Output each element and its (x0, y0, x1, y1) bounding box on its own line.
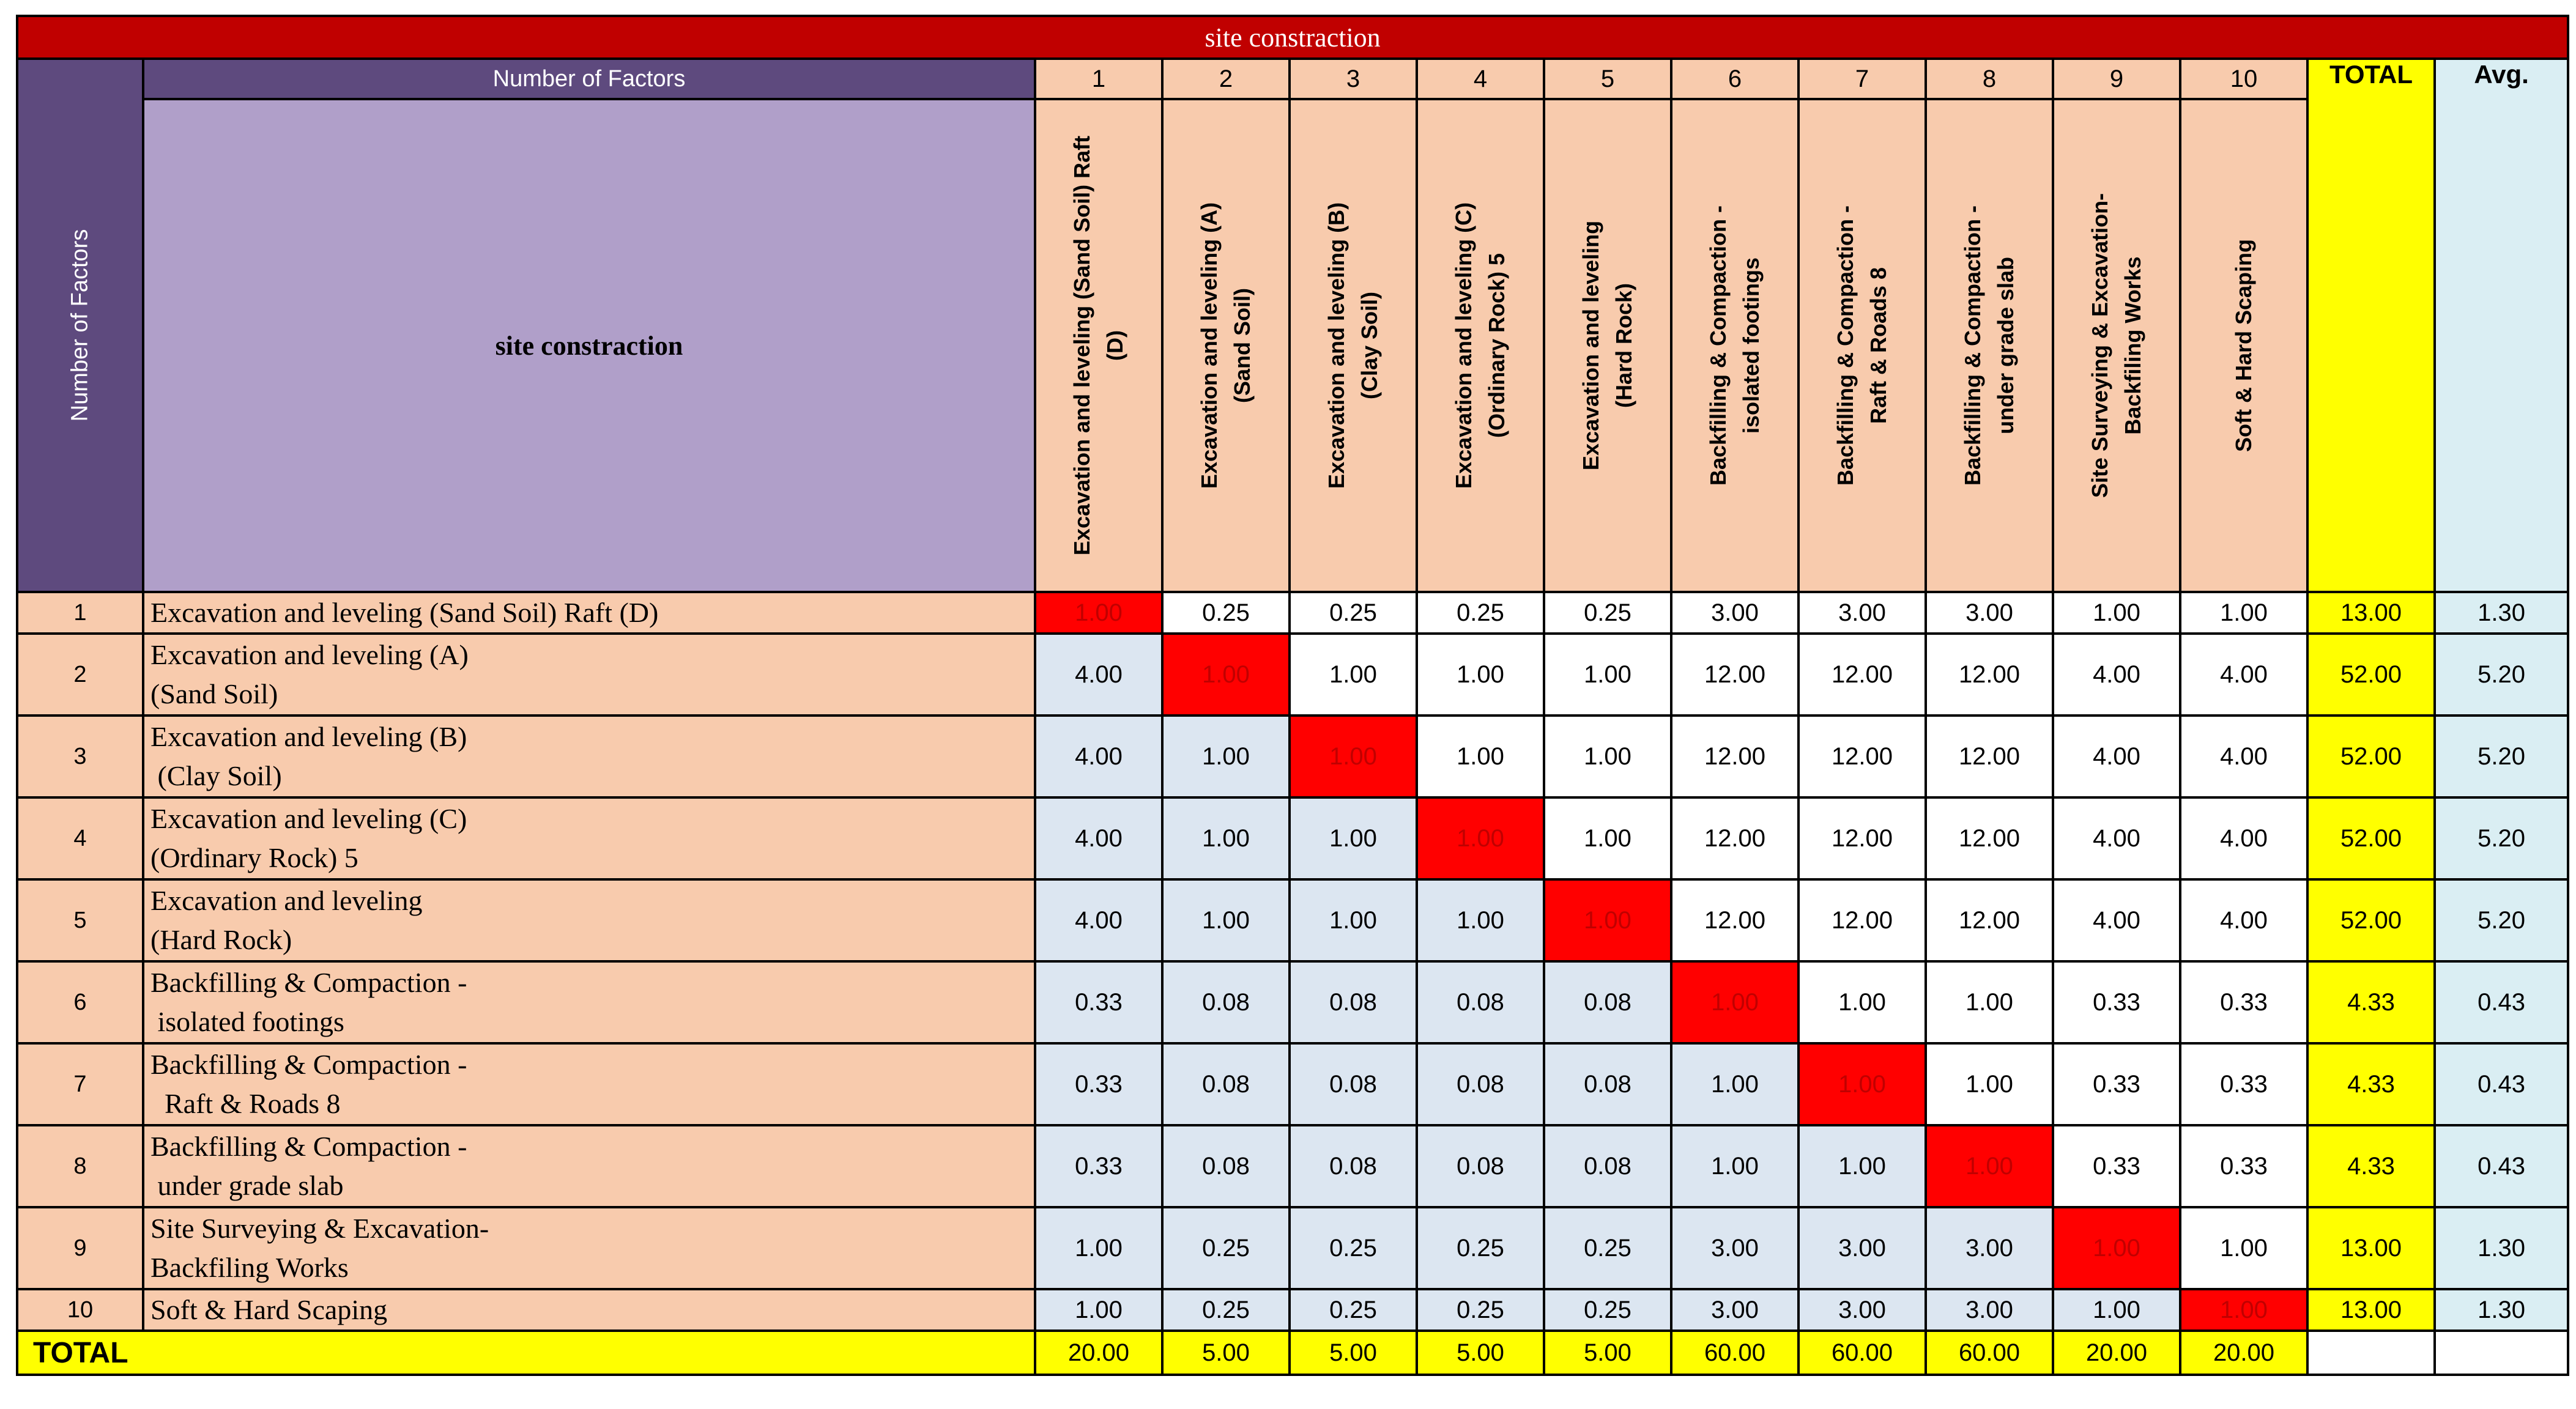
row-number: 1 (17, 592, 143, 634)
factor-column-header-3 (1290, 99, 1417, 592)
matrix-cell: 1.00 (1798, 1125, 1926, 1207)
matrix-cell: 1.00 (2180, 1207, 2307, 1289)
row-avg-cell: 0.43 (2435, 961, 2568, 1043)
matrix-cell: 12.00 (1798, 879, 1926, 961)
factor-number-5: 5 (1544, 59, 1671, 99)
matrix-cell: 4.00 (1035, 797, 1162, 879)
column-total-cell: 60.00 (1926, 1331, 2053, 1375)
factor-column-label: Backfilling & Compaction - Raft & Roads 8 (1833, 205, 1891, 486)
factor-column-label: Site Surveying & Excavation- Backfiling Works (2087, 193, 2145, 498)
diagonal-cell: 1.00 (1035, 592, 1162, 634)
factor-column-header-9 (2053, 99, 2180, 592)
row-number: 6 (17, 961, 143, 1043)
matrix-cell: 0.25 (1290, 1289, 1417, 1331)
row-total-cell: 13.00 (2307, 1207, 2435, 1289)
matrix-cell: 0.08 (1544, 1125, 1671, 1207)
row-factor-name: Excavation and leveling (A) (Sand Soil) (143, 634, 1035, 716)
row-factor-name: Backfilling & Compaction - under grade slab (143, 1125, 1035, 1207)
row-factor-name: Excavation and leveling (Hard Rock) (143, 879, 1035, 961)
diagonal-cell: 1.00 (2053, 1207, 2180, 1289)
avg-header: Avg. (2435, 59, 2568, 592)
column-total-cell: 5.00 (1417, 1331, 1544, 1375)
matrix-cell: 1.00 (1162, 716, 1290, 797)
row-number: 10 (17, 1289, 143, 1331)
factor-number-3: 3 (1290, 59, 1417, 99)
factor-number-2: 2 (1162, 59, 1290, 99)
matrix-cell: 3.00 (1671, 592, 1798, 634)
matrix-cell: 3.00 (1926, 1289, 2053, 1331)
matrix-cell: 3.00 (1798, 1289, 1926, 1331)
matrix-cell: 3.00 (1926, 1207, 2053, 1289)
matrix-cell: 0.08 (1290, 961, 1417, 1043)
matrix-cell: 0.25 (1290, 1207, 1417, 1289)
factor-number-1: 1 (1035, 59, 1162, 99)
matrix-cell: 0.08 (1162, 961, 1290, 1043)
table-row (17, 716, 2568, 797)
matrix-cell: 4.00 (2053, 797, 2180, 879)
row-avg-cell: 1.30 (2435, 592, 2568, 634)
column-total-cell: 5.00 (1162, 1331, 1290, 1375)
matrix-cell: 0.25 (1544, 1207, 1671, 1289)
row-number: 4 (17, 797, 143, 879)
matrix-cell: 0.33 (1035, 1125, 1162, 1207)
factor-number-6: 6 (1671, 59, 1798, 99)
matrix-cell: 1.00 (1926, 961, 2053, 1043)
matrix-cell: 1.00 (1544, 716, 1671, 797)
table-row (17, 1043, 2568, 1125)
table-row (17, 592, 2568, 634)
row-avg-cell: 5.20 (2435, 879, 2568, 961)
matrix-cell: 3.00 (1671, 1207, 1798, 1289)
row-total-cell: 52.00 (2307, 879, 2435, 961)
matrix-cell: 3.00 (1671, 1289, 1798, 1331)
matrix-cell: 1.00 (1417, 879, 1544, 961)
matrix-cell: 1.00 (1035, 1289, 1162, 1331)
row-number: 2 (17, 634, 143, 716)
factor-column-header-4 (1417, 99, 1544, 592)
matrix-cell: 0.08 (1290, 1125, 1417, 1207)
factor-column-label: Excavation and leveling (A) (Sand Soil) (1197, 202, 1255, 489)
column-total-cell: 60.00 (1671, 1331, 1798, 1375)
row-total-cell: 4.33 (2307, 1125, 2435, 1207)
column-total-cell: 20.00 (2053, 1331, 2180, 1375)
column-total-cell: 5.00 (1290, 1331, 1417, 1375)
matrix-cell: 12.00 (1926, 716, 2053, 797)
table-row (17, 879, 2568, 961)
matrix-cell: 4.00 (2053, 634, 2180, 716)
row-factor-name: Excavation and leveling (C) (Ordinary Rock) 5 (143, 797, 1035, 879)
matrix-cell: 3.00 (1798, 1207, 1926, 1289)
table-row (17, 1125, 2568, 1207)
diagonal-cell: 1.00 (1417, 797, 1544, 879)
matrix-cell: 0.33 (1035, 961, 1162, 1043)
factor-column-header-7 (1798, 99, 1926, 592)
column-total-cell: 20.00 (1035, 1331, 1162, 1375)
row-avg-cell: 0.43 (2435, 1043, 2568, 1125)
factor-column-header-10 (2180, 99, 2307, 592)
row-total-cell: 52.00 (2307, 716, 2435, 797)
matrix-cell: 1.00 (1290, 634, 1417, 716)
matrix-cell: 0.33 (2180, 1125, 2307, 1207)
matrix-cell: 4.00 (2053, 716, 2180, 797)
matrix-cell: 12.00 (1671, 716, 1798, 797)
matrix-cell: 3.00 (1926, 592, 2053, 634)
empty-cell (2307, 1331, 2435, 1375)
matrix-cell: 0.25 (1417, 1289, 1544, 1331)
table-row (17, 1289, 2568, 1331)
top-header: Number of Factors (143, 59, 1035, 99)
diagonal-cell: 1.00 (1290, 716, 1417, 797)
row-factor-name: Site Surveying & Excavation- Backfiling Works (143, 1207, 1035, 1289)
row-number: 8 (17, 1125, 143, 1207)
row-avg-cell: 5.20 (2435, 634, 2568, 716)
matrix-cell: 4.00 (2180, 797, 2307, 879)
total-row-label: TOTAL (17, 1331, 1035, 1375)
matrix-cell: 1.00 (1544, 797, 1671, 879)
factor-number-4: 4 (1417, 59, 1544, 99)
matrix-cell: 4.00 (1035, 879, 1162, 961)
factor-number-9: 9 (2053, 59, 2180, 99)
matrix-cell: 1.00 (1035, 1207, 1162, 1289)
matrix-cell: 4.00 (2180, 716, 2307, 797)
row-number: 7 (17, 1043, 143, 1125)
matrix-cell: 4.00 (1035, 634, 1162, 716)
matrix-cell: 1.00 (1162, 879, 1290, 961)
matrix-cell: 0.33 (2180, 1043, 2307, 1125)
table-row (17, 797, 2568, 879)
row-factor-name: Excavation and leveling (B) (Clay Soil) (143, 716, 1035, 797)
matrix-cell: 1.00 (1671, 1043, 1798, 1125)
row-avg-cell: 5.20 (2435, 716, 2568, 797)
matrix-cell: 1.00 (2053, 592, 2180, 634)
diagonal-cell: 1.00 (1926, 1125, 2053, 1207)
table-row (17, 961, 2568, 1043)
factor-column-label: Backfilling & Compaction - under grade slab (1960, 205, 2018, 486)
matrix-cell: 0.33 (2053, 1125, 2180, 1207)
diagonal-cell: 1.00 (1671, 961, 1798, 1043)
matrix-cell: 12.00 (1926, 879, 2053, 961)
matrix-cell: 1.00 (1926, 1043, 2053, 1125)
column-total-cell: 5.00 (1544, 1331, 1671, 1375)
matrix-cell: 0.25 (1417, 592, 1544, 634)
matrix-cell: 12.00 (1926, 797, 2053, 879)
matrix-cell: 0.25 (1544, 1289, 1671, 1331)
matrix-cell: 1.00 (1417, 716, 1544, 797)
matrix-cell: 1.00 (1162, 797, 1290, 879)
factor-number-7: 7 (1798, 59, 1926, 99)
row-number: 9 (17, 1207, 143, 1289)
diagonal-cell: 1.00 (1544, 879, 1671, 961)
matrix-cell: 4.00 (2180, 634, 2307, 716)
row-factor-name: Backfilling & Compaction - Raft & Roads 8 (143, 1043, 1035, 1125)
factor-column-label: Excavation and leveling (Sand Soil) Raft (D) (1069, 135, 1127, 556)
total-row (17, 1331, 2568, 1375)
matrix-cell: 1.00 (1544, 634, 1671, 716)
matrix-cell: 4.00 (2053, 879, 2180, 961)
matrix-cell: 0.08 (1544, 1043, 1671, 1125)
factor-column-label: Soft & Hard Scaping (2231, 239, 2256, 453)
matrix-cell: 1.00 (1671, 1125, 1798, 1207)
matrix-cell: 0.08 (1544, 961, 1671, 1043)
row-total-cell: 4.33 (2307, 1043, 2435, 1125)
matrix-cell: 0.25 (1417, 1207, 1544, 1289)
matrix-cell: 0.08 (1162, 1125, 1290, 1207)
matrix-cell: 12.00 (1671, 879, 1798, 961)
matrix-cell: 0.08 (1417, 1125, 1544, 1207)
corner-label: site constraction (143, 99, 1035, 592)
row-total-cell: 13.00 (2307, 1289, 2435, 1331)
matrix-cell: 0.33 (2180, 961, 2307, 1043)
matrix-cell: 0.25 (1162, 592, 1290, 634)
matrix-cell: 0.08 (1417, 1043, 1544, 1125)
column-total-cell: 60.00 (1798, 1331, 1926, 1375)
table-title: site constraction (17, 16, 2568, 59)
side-header-label: Number of Factors (67, 229, 93, 422)
matrix-cell: 12.00 (1798, 634, 1926, 716)
matrix-cell: 4.00 (2180, 879, 2307, 961)
factor-column-label: Backfilling & Compaction - isolated footings (1706, 205, 1764, 486)
matrix-cell: 0.25 (1162, 1207, 1290, 1289)
matrix-cell: 3.00 (1798, 592, 1926, 634)
diagonal-cell: 1.00 (1798, 1043, 1926, 1125)
diagonal-cell: 1.00 (1162, 634, 1290, 716)
table-row (17, 1207, 2568, 1289)
factor-column-header-8 (1926, 99, 2053, 592)
comparison-matrix-table (16, 15, 2569, 1376)
row-number: 5 (17, 879, 143, 961)
row-factor-name: Backfilling & Compaction - isolated footings (143, 961, 1035, 1043)
row-avg-cell: 1.30 (2435, 1207, 2568, 1289)
matrix-cell: 4.00 (1035, 716, 1162, 797)
matrix-cell: 0.33 (1035, 1043, 1162, 1125)
factor-column-header-6 (1671, 99, 1798, 592)
matrix-cell: 1.00 (1798, 961, 1926, 1043)
factor-column-label: Excavation and leveling (C) (Ordinary Rock) 5 (1451, 202, 1509, 489)
factor-column-header-2 (1162, 99, 1290, 592)
matrix-cell: 0.25 (1162, 1289, 1290, 1331)
row-number: 3 (17, 716, 143, 797)
matrix-cell: 0.08 (1290, 1043, 1417, 1125)
matrix-cell: 1.00 (1290, 797, 1417, 879)
matrix-cell: 0.25 (1544, 592, 1671, 634)
row-avg-cell: 1.30 (2435, 1289, 2568, 1331)
table-row (17, 634, 2568, 716)
matrix-cell: 12.00 (1926, 634, 2053, 716)
matrix-cell: 0.25 (1290, 592, 1417, 634)
matrix-cell: 1.00 (2053, 1289, 2180, 1331)
diagonal-cell: 1.00 (2180, 1289, 2307, 1331)
row-total-cell: 4.33 (2307, 961, 2435, 1043)
factor-column-header-1 (1035, 99, 1162, 592)
matrix-cell: 12.00 (1671, 797, 1798, 879)
row-total-cell: 13.00 (2307, 592, 2435, 634)
matrix-cell: 1.00 (1290, 879, 1417, 961)
row-avg-cell: 5.20 (2435, 797, 2568, 879)
row-factor-name: Excavation and leveling (Sand Soil) Raft (D) (143, 592, 1035, 634)
matrix-cell: 0.33 (2053, 1043, 2180, 1125)
row-total-cell: 52.00 (2307, 634, 2435, 716)
matrix-cell: 1.00 (2180, 592, 2307, 634)
total-header: TOTAL (2307, 59, 2435, 592)
matrix-cell: 12.00 (1671, 634, 1798, 716)
row-total-cell: 52.00 (2307, 797, 2435, 879)
row-avg-cell: 0.43 (2435, 1125, 2568, 1207)
column-total-cell: 20.00 (2180, 1331, 2307, 1375)
matrix-cell: 12.00 (1798, 716, 1926, 797)
factor-column-label: Excavation and leveling (Hard Rock) (1578, 220, 1636, 471)
factor-column-label: Excavation and leveling (B) (Clay Soil) (1324, 202, 1382, 489)
matrix-cell: 1.00 (1417, 634, 1544, 716)
matrix-cell: 0.33 (2053, 961, 2180, 1043)
row-factor-name: Soft & Hard Scaping (143, 1289, 1035, 1331)
empty-cell (2435, 1331, 2568, 1375)
factor-number-8: 8 (1926, 59, 2053, 99)
factor-column-header-5 (1544, 99, 1671, 592)
matrix-cell: 12.00 (1798, 797, 1926, 879)
matrix-cell: 0.08 (1162, 1043, 1290, 1125)
side-header (17, 59, 143, 592)
matrix-cell: 0.08 (1417, 961, 1544, 1043)
factor-number-10: 10 (2180, 59, 2307, 99)
